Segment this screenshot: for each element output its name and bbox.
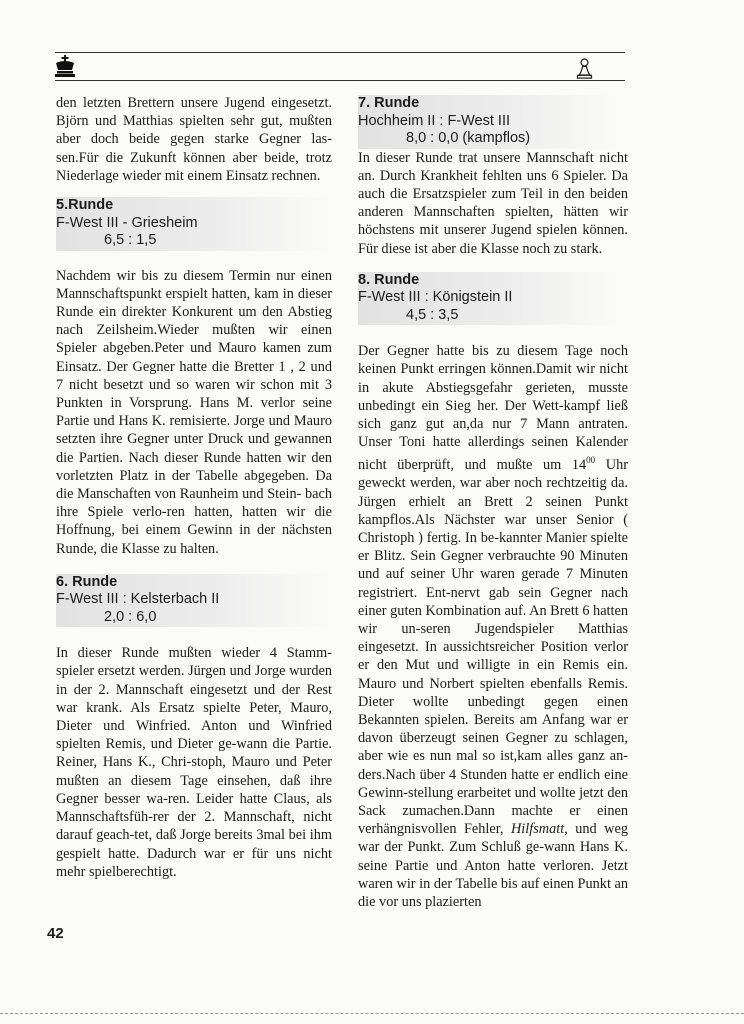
page-number: 42: [47, 925, 64, 942]
round-8-time-hour: 14: [571, 457, 587, 474]
left-column: [56, 94, 332, 881]
header-rule-bottom: [55, 80, 625, 81]
round-7-score: 8,0 : 0,0 (kampflos): [406, 130, 531, 146]
round-8-time-minutes: 00: [586, 455, 596, 466]
intro-paragraph: den letzten Brettern unsere Jugend eingesetzt. Björn und Matthias spielten sehr gut, mußten aber doch beide gegen starke Gegner las-sen.Für die Zukunft können aber beide, trotz Niederlage wieder mit einem Einsatz rechnen.: [56, 95, 332, 184]
round-6-score: 2,0 : 6,0: [104, 608, 157, 625]
round-8-text-part-2: Uhr geweckt werden, war aber noch rechtzeitig da. Jürgen erhielt an Brett 2 seinen Punkt kampflos.Als Nächster war unser Senior ( Christoph ) fertig. In be-kannter Manier spielte er Blitz. Sein Gegner verbrauchte 90 Minuten und auf seiner Uhr waren gerade 7 Minuten registriert. Ent-nervt gab sein Gegner nach einer guten Kombination auf. An Brett 6 hatten wir un-seren Jugendspieler Matthias eingesetzt. In aussichtsreicher Position verlor er den Mut und willigte in ein Remis ein. Mauro und Norbert spielten ebenfalls Remis. Dieter wollte unbedingt gegen einen Bekannten spielen. Bereits am Anfang war er davon überzeugt seinen Gegner zu schlagen, aber wie es nun mal so ist,kam alles ganz an-ders.Nach über 4 Stunden hatte er endlich eine Gewinn-stellung erarbeitet und wollte jetzt den Sack zumachen.Dann machte er einen verhängnisvollen Fehler,: [358, 457, 628, 838]
round-6-header: [56, 574, 332, 628]
round-8-title: 8. Runde: [358, 271, 420, 288]
round-8-quote: Hilfsmatt,: [510, 821, 568, 838]
bottom-edge-rule: [0, 1013, 744, 1014]
round-8-match: F-West III : Königstein II: [358, 289, 513, 306]
round-5-text: Nachdem wir bis zu diesem Termin nur einen Mannschaftspunkt erspielt hatten, kam in dieser Runde ein direkter Konkurent um den Abstieg nach Zeilsheim.Wieder mußten wir einen Spieler abgeben.Peter und Mauro kamen zum Einsatz. Der Gegner hatte die Bretter 1 , 2 und 7 nicht besetzt und so waren wir schon mit 3 Punkten in Vorsprung. Hans M. verlor seine Partie und Hans K. remisierte. Jorge und Mauro setzten ihre Gegner unter Druck und gewannen die Partien. Nach dieser Runde hatten wir den vorletzten Platz in der Tabelle abgegeben. Da die Manschaften von Raunheim und Stein- bach ihre Spiele verlo-ren hatten, hatten wir die Hoffnung, bei einem Gewinn in der nächsten Runde, die Klasse zu halten.: [56, 267, 332, 557]
round-8-text: [358, 342, 628, 911]
round-6-match: F-West III : Kelsterbach II: [56, 591, 220, 608]
header-rule-top: [55, 52, 625, 53]
round-8-text-part-1: Der Gegner hatte bis zu diesem Tage noch keinen Punkt erringen können.Damit wir nicht in akute Abstiegsgefahr gerieten, musste unbedingt ein Sieg her. Der Wett-kampf ließ sich ganz gut an,da nur 7 Mann antraten. Unser Toni hatte allerdings seinen Kalender nicht überprüft, und mußte um: [358, 343, 628, 474]
round-7-text: In dieser Runde trat unsere Mannschaft nicht an. Durch Krankheit fehlten uns 6 Spieler. Da auch die Ersatzspieler zum Teil in den beiden anderen Mannschaften spielten, hätten wir höchstens mit unserer Jugend spielen können. Für diese ist aber die Klasse noch zu stark.: [358, 149, 628, 257]
chess-pawn-icon: [576, 58, 593, 79]
round-8-text-part-3: und weg war der Punkt. Zum Schluß ge-wann Hans K. seine Partie und Anton hatte verloren. Jetzt waren wir in der Tabelle bis auf einen Punkt an die vor uns plazierten: [358, 821, 628, 911]
round-6-text: In dieser Runde mußten wieder 4 Stamm-spieler ersetzt werden. Jürgen und Jorge wurden in der 2. Mannschaft eingesetzt und der Rest war krank. Als Ersatz spielte Peter, Mauro, Dieter und Winfried. Anton und Winfried spielten Remis, und Dieter ge-wann die Partie. Reiner, Hans K., Chri-stoph, Mauro und Peter mußten an diesem Tage einsehen, daß ihre Gegner besser wa-ren. Leider hatte Claus, als Mannschaftsfüh-rer der 2. Mannschaft, nicht darauf geach-tet, daß Jorge bereits 3mal bei ihm gespielt hatte. Dadurch war er für uns nicht mehr spielberechtigt.: [56, 645, 332, 880]
round-7-title: 7. Runde: [358, 95, 420, 111]
round-5-title: 5.Runde: [56, 197, 114, 214]
round-7-header: [358, 95, 620, 149]
round-5-header: [56, 197, 332, 251]
right-column: [358, 95, 628, 911]
round-6-title: 6. Runde: [56, 573, 118, 590]
round-5-match: F-West III - Griesheim: [56, 214, 198, 231]
round-5-score: 6,5 : 1,5: [104, 232, 157, 249]
chess-king-icon: [53, 55, 77, 77]
round-8-header: [358, 272, 620, 326]
round-8-score: 4,5 : 3,5: [406, 306, 459, 323]
round-7-match: Hochheim II : F-West III: [358, 112, 511, 129]
